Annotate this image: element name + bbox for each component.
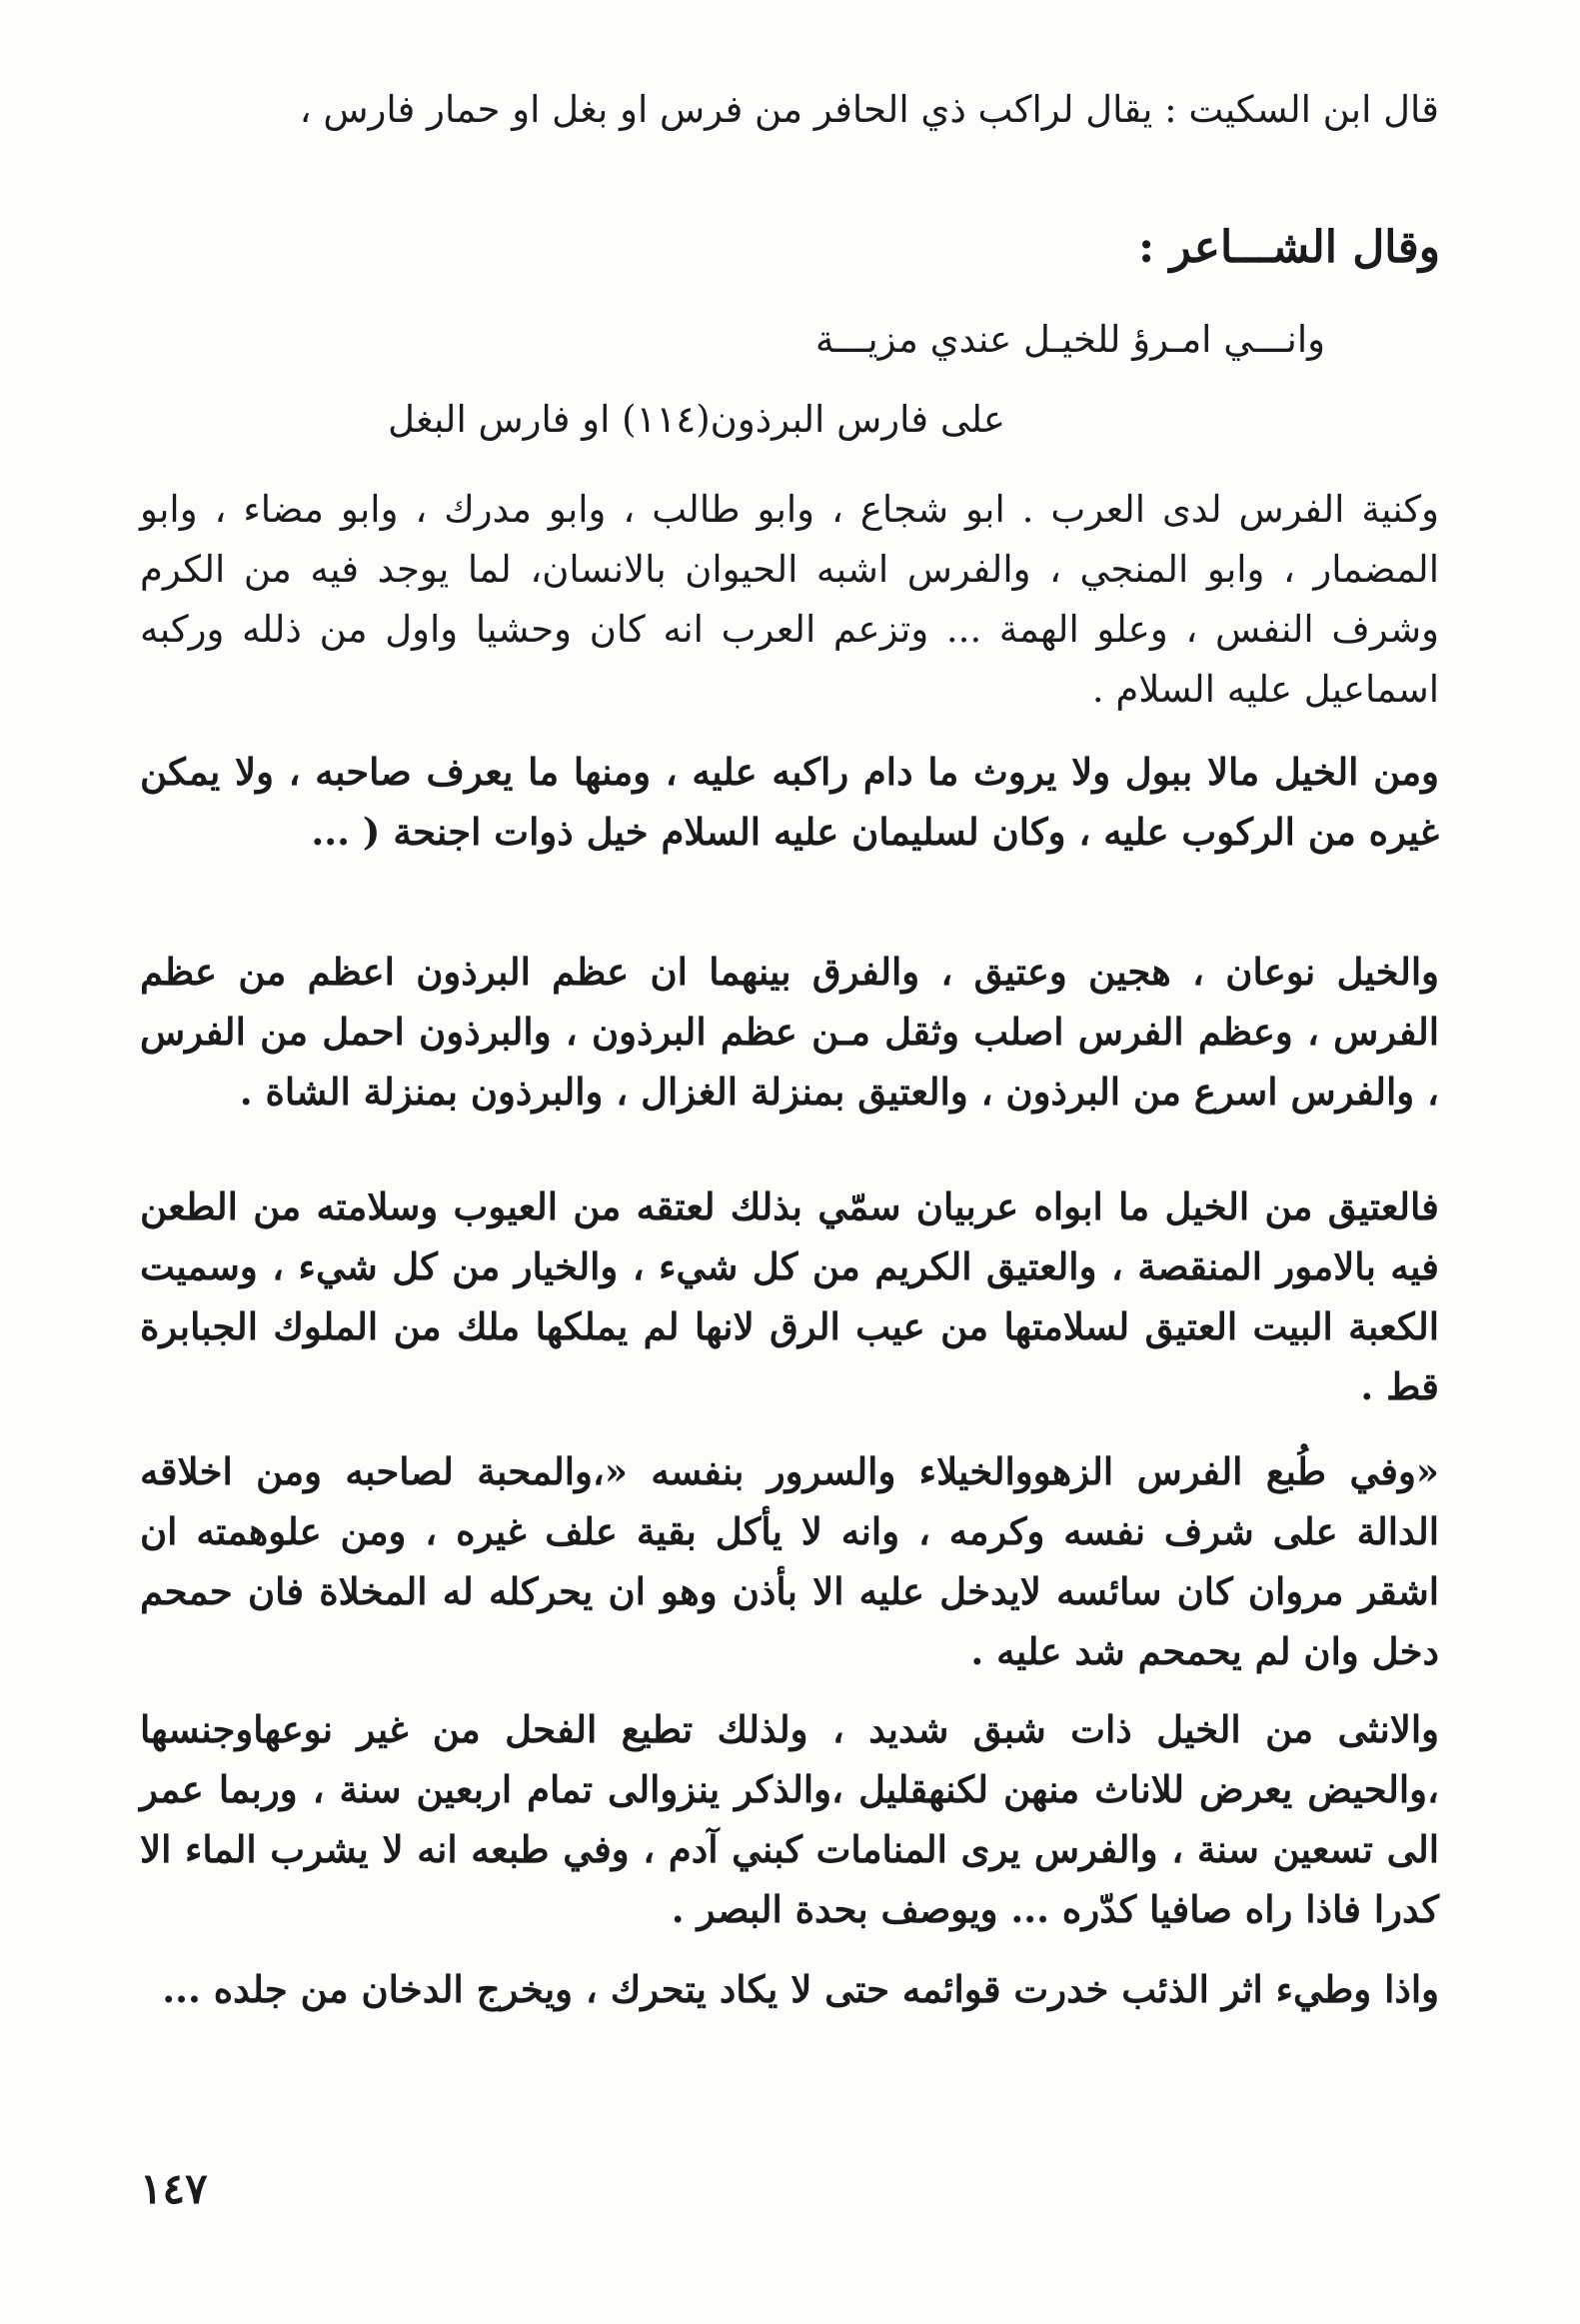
section-heading: وقال الشـــاعر : (1137, 222, 1440, 273)
verse-line-1: وانـــي امـرؤ للخيـل عندي مزيـــة (814, 318, 1325, 361)
intro-paragraph: قال ابن السكيت : يقال لراكب ذي الحافر من فرس او بغل او حمار فارس ، (299, 88, 1439, 131)
verse-line-2: على فارس البرذون(١١٤) او فارس البغل (388, 398, 1005, 441)
paragraph-wings: ومن الخيل مالا ببول ولا يروث ما دام راكبه عليه ، ومنها ما يعرف صاحبه ، ولا يمكن غيره من الركوب عليه ، وكان لسليمان عليه السلام خيل ذوات اجنحة ( ... (140, 750, 1439, 854)
page-number: ١٤٧ (140, 2164, 208, 2213)
paragraph-female: والانثى من الخيل ذات شبق شديد ، ولذلك تطيع الفحل من غير نوعهاوجنسها ،والحيض يعرض للاناث منهن لكنهقليل ،والذكر ينزوالى تمام اربعين سنة ، وربما عمر الى تسعين سنة ، والفرس يرى المنامات كبني آدم ، وفي طبعه انه لا يشرب الماء الا كدرا فاذا راه صافيا كدّره ... ويوصف بحدة البصر . (140, 1707, 1439, 1931)
paragraph-nature: «وفي طُبع الفرس الزهووالخيلاء والسرور بنفسه «،والمحبة لصاحبه ومن اخلاقه الدالة على شرف نفسه وكرمه ، وانه لا يأكل بقية علف غيره ، ومن علوهمته ان اشقر مروان كان سائسه لايدخل عليه الا بأذن وهو ان يحركله له المخلاة فان حمحم دخل وان لم يحمحم شد عليه . (140, 1449, 1440, 1673)
paragraph-atiq: فالعتيق من الخيل ما ابواه عربيان سمّي بذلك لعتقه من العيوب وسلامته من الطعن فيه بالامور المنقصة ، والعتيق الكريم من كل شيء ، والخيار من كل شيء ، وسميت الكعبة البيت العتيق لسلامتها من عيب الرق لانها لم يملكها ملك من الملوك الجبابرة قط . (140, 1184, 1439, 1408)
paragraph-wolf: واذا وطيء اثر الذئب خدرت قوائمه حتى لا يكاد يتحرك ، ويخرج الدخان من جلده ... (162, 1967, 1439, 2011)
paragraph-types: والخيل نوعان ، هجين وعتيق ، والفرق بينهما ان عظم البرذون اعظم من عظم الفرس ، وعظم الفرس اصلب وثقل مـن عظم البرذون ، والبرذون احمل من الفرس ، والفرس اسرع من البرذون ، والعتيق بمنزلة الغزال ، والبرذون بمنزلة الشاة . (140, 950, 1439, 1114)
paragraph-kunya: وكنية الفرس لدى العرب . ابو شجاع ، وابو طالب ، وابو مدرك ، وابو مضاء ، وابو المضمار ، وابو المنجي ، والفرس اشبه الحيوان بالانسان، لما يوجد فيه من الكرم وشرف النفس ، وعلو الهمة ... وتزعم العرب انه كان وحشيا واول من ذلله وركبه اسماعيل عليه السلام . (140, 488, 1439, 711)
